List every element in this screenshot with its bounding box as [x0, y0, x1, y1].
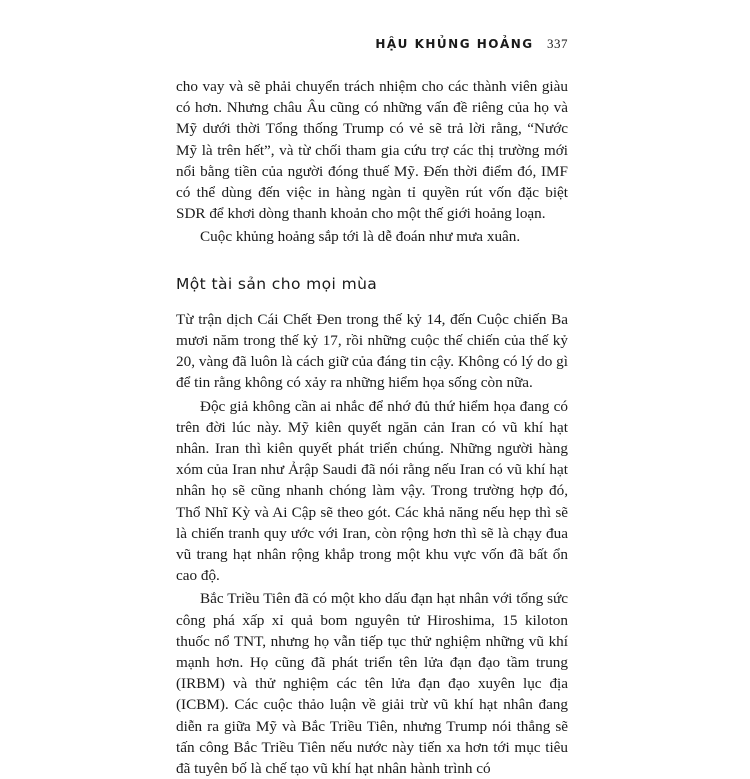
running-head-title: HẬU KHỦNG HOẢNG	[375, 37, 534, 51]
paragraph: Độc giả không cần ai nhắc để nhớ đủ thứ hiểm họa đang có trên đời lúc này. Mỹ kiên quyết ngăn cản Iran có vũ khí hạt nhân. Iran thì kiên quyết phát triển chúng. Những người hàng xóm của Iran như Ảrập Saudi đã nói rằng nếu Iran có vũ khí hạt nhân họ sẽ cũng nhanh chóng làm vậy. Trong trường hợp đó, Thổ Nhĩ Kỳ và Ai Cập sẽ theo gót. Các khả năng nếu hẹp thì sẽ là chiến tranh quy ước với Iran, còn rộng hơn thì sẽ là chạy đua vũ trang hạt nhân rộng khắp trong một khu vực vốn đã bất ổn cao độ.	[176, 397, 568, 585]
section-heading: Một tài sản cho mọi mùa	[176, 274, 378, 293]
running-head	[375, 36, 568, 52]
paragraph-continued: cho vay và sẽ phải chuyển trách nhiệm cho các thành viên giàu có hơn. Nhưng châu Âu cũng có những vấn đề riêng của họ và Mỹ dưới thời Tổng thống Trump có vẻ sẽ trả lời rằng, “Nước Mỹ là trên hết”, và từ chối tham gia cứu trợ các thị trường mới nổi bằng tiền của người đóng thuế Mỹ. Đến thời điểm đó, IMF có thể dùng đến việc in hàng ngàn tỉ quyền rút vốn đặc biệt SDR để khơi dòng thanh khoản cho một thế giới hoảng loạn.	[176, 78, 568, 223]
paragraph: Bắc Triều Tiên đã có một kho dấu đạn hạt nhân với tổng sức công phá xấp xỉ quả bom nguyên tử Hiroshima, 15 kiloton thuốc nổ TNT, nhưng họ vẫn tiếp tục thử nghiệm những vũ khí mạnh hơn. Họ cũng đã phát triển tên lửa đạn đạo tầm trung (IRBM) và thử nghiệm các tên lửa đạn đạo xuyên lục địa (ICBM). Các cuộc thảo luận về giải trừ vũ khí hạt nhân đang diễn ra giữa Mỹ và Bắc Triều Tiên, nhưng Trump nói thẳng sẽ tấn công Bắc Triều Tiên nếu nước này tiến xa hơn tới mục tiêu đã tuyên bố là chế tạo vũ khí hạt nhân hành trình có	[176, 590, 568, 778]
body-text	[176, 76, 568, 779]
page-number: 337	[547, 36, 568, 51]
paragraph: Cuộc khủng hoảng sắp tới là dễ đoán như mưa xuân.	[200, 228, 521, 246]
paragraph: Từ trận dịch Cái Chết Đen trong thế kỷ 14, đến Cuộc chiến Ba mươi năm trong thế kỷ 17, rồi những cuộc thế chiến của thế kỷ 20, vàng đã luôn là cách giữ của đáng tin cậy. Không có lý do gì để tin rằng không có xảy ra những hiểm họa sống còn nữa.	[176, 310, 568, 392]
